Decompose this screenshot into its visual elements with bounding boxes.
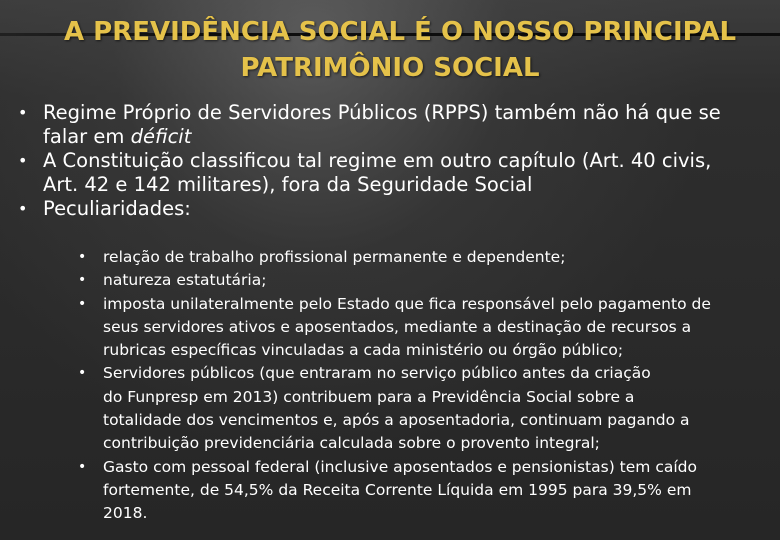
sub-bullet-line: do Funpresp em 2013) contribuem para a Previdência Social sobre a: [103, 387, 635, 406]
sub-bullet-line: rubricas específicas vinculadas a cada ministério ou órgão público;: [103, 341, 624, 360]
sub-bullet-item: [78, 269, 780, 292]
bullet-rpps-line-1: Regime Próprio de Servidores Públicos (RPPS) também não há que se: [43, 101, 721, 124]
bullet-rpps-emphasis: déficit: [130, 125, 192, 148]
bullet-marker: •: [18, 199, 28, 218]
sub-bullet-line: fortemente, de 54,5% da Receita Corrente Líquida em 1995 para 39,5% em: [103, 480, 692, 499]
bullet-rpps: [18, 101, 780, 149]
sub-bullet-line: contribuição previdenciária calculada sobre o provento integral;: [103, 434, 600, 453]
sub-bullet-marker: •: [78, 249, 87, 265]
sub-bullet-list: [78, 246, 780, 526]
bullet-constituicao-line-2: Art. 42 e 142 militares), fora da Seguridade Social: [43, 173, 533, 196]
sub-bullet-line: Servidores públicos (que entraram no serviço público antes da criação: [103, 364, 651, 383]
bullet-constituicao-line-1: A Constituição classificou tal regime em outro capítulo (Art. 40 civis,: [43, 149, 712, 172]
bullet-rpps-prefix: falar em: [43, 125, 131, 148]
sub-bullet-marker: •: [78, 272, 87, 289]
title-line-1: A PREVIDÊNCIA SOCIAL É O NOSSO PRINCIPAL: [63, 17, 737, 47]
sub-bullet-line: 2018.: [103, 504, 148, 523]
sub-bullet-line: relação de trabalho profissional permanente e dependente;: [103, 248, 566, 266]
slide-title: [0, 14, 780, 86]
sub-bullet-line: seus servidores ativos e aposentados, mediante a destinação de recursos a: [103, 317, 692, 336]
sub-bullet-marker: •: [78, 458, 87, 475]
sub-bullet-line: Gasto com pessoal federal (inclusive aposentados e pensionistas) tem caído: [103, 457, 697, 476]
sub-bullet-line: natureza estatutária;: [103, 271, 267, 290]
bullet-marker: •: [18, 103, 28, 122]
bullet-peculiaridades: [18, 197, 780, 221]
sub-bullet-item: [78, 362, 780, 455]
sub-bullet-item: [78, 246, 780, 269]
bullet-rpps-line-2: [43, 125, 780, 149]
sub-bullet-line: imposta unilateralmente pelo Estado que fica responsável pelo pagamento de: [103, 294, 711, 313]
bullet-constituicao: [18, 149, 780, 197]
sub-bullet-item: [78, 456, 780, 526]
sub-bullet-item: [78, 293, 780, 363]
bullet-list: [18, 101, 780, 221]
sub-bullet-line: totalidade dos vencimentos e, após a aposentadoria, continuam pagando a: [103, 411, 690, 430]
bullet-marker: •: [18, 151, 28, 170]
title-line-2: PATRIMÔNIO SOCIAL: [240, 53, 540, 83]
sub-bullet-marker: •: [78, 365, 87, 382]
bullet-peculiaridades-label: Peculiaridades:: [43, 197, 191, 220]
sub-bullet-marker: •: [78, 295, 87, 312]
